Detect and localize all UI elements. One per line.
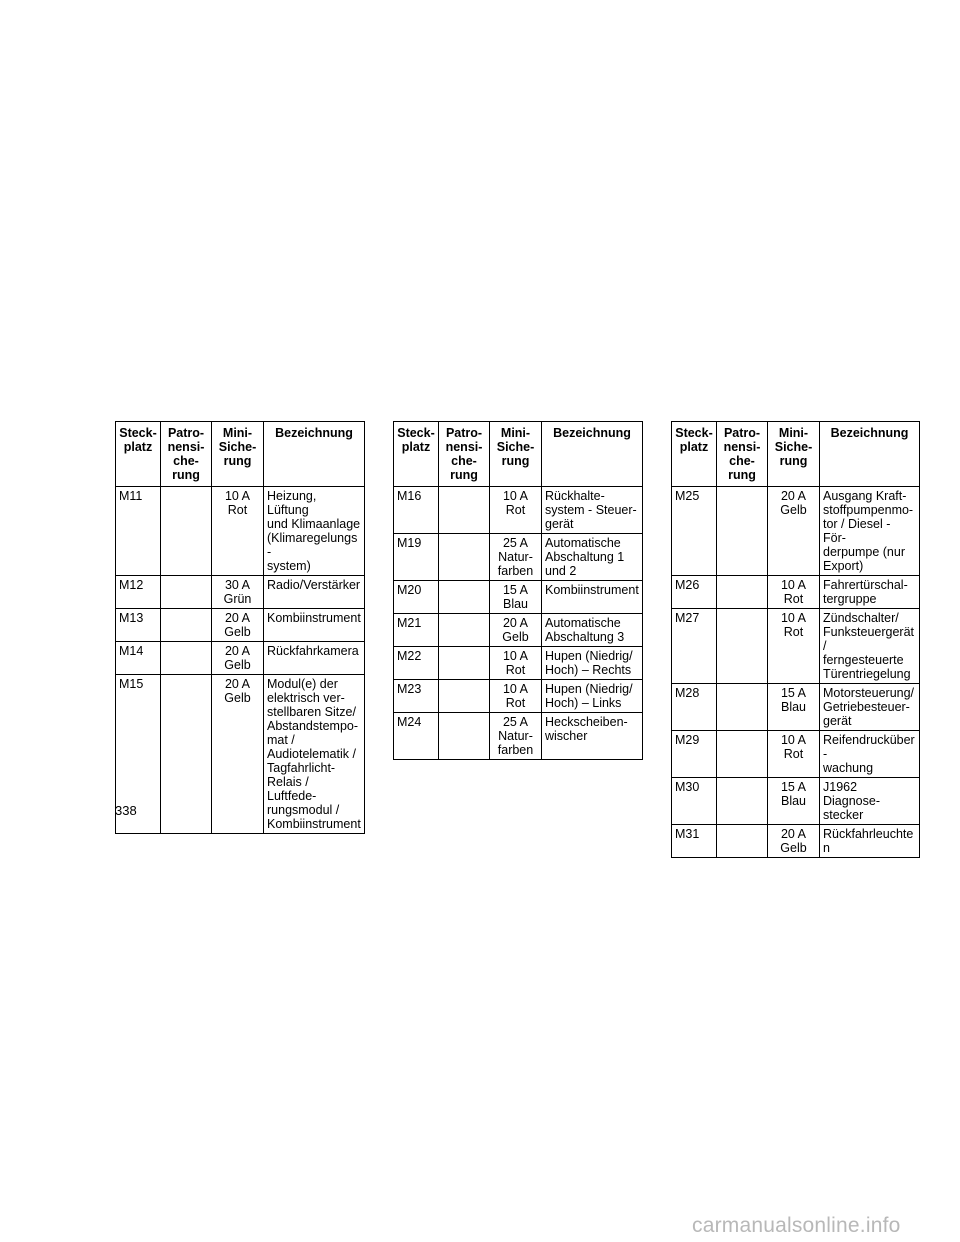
header-slot: Steck- platz — [394, 422, 439, 487]
header-description: Bezeichnung — [264, 422, 365, 487]
cell-mini-fuse: 10 A Rot — [212, 487, 264, 576]
cell-description: Zündschalter/ Funksteuergerät/ ferngesteuerte Türentriegelung — [820, 609, 920, 684]
cell-slot: M19 — [394, 534, 439, 581]
table-row — [672, 576, 920, 609]
cell-cartridge-fuse — [439, 647, 490, 680]
fuse-table-2 — [393, 421, 643, 760]
cell-slot: M23 — [394, 680, 439, 713]
cell-description: Modul(e) der elektrisch ver- stellbaren Sitze/ Abstandstempo- mat / Audiotelematik / Tagfahrlicht- Relais / Luftfede- rungsmodul / Kombiinstrument — [264, 675, 365, 834]
cell-description: Automatische Abschaltung 1 und 2 — [542, 534, 643, 581]
cell-slot: M25 — [672, 487, 717, 576]
cell-mini-fuse: 10 A Rot — [768, 576, 820, 609]
cell-description: Rückfahrleuchten — [820, 825, 920, 858]
cell-slot: M20 — [394, 581, 439, 614]
cell-description: J1962 Diagnose- stecker — [820, 778, 920, 825]
cell-description: Heckscheiben- wischer — [542, 713, 643, 760]
table-row — [116, 576, 365, 609]
cell-slot: M27 — [672, 609, 717, 684]
table-row — [116, 675, 365, 834]
cell-mini-fuse: 20 A Gelb — [212, 642, 264, 675]
cell-description: Kombiinstrument — [264, 609, 365, 642]
cell-cartridge-fuse — [439, 487, 490, 534]
cell-mini-fuse: 25 A Natur- farben — [490, 534, 542, 581]
cell-cartridge-fuse — [717, 778, 768, 825]
cell-cartridge-fuse — [161, 487, 212, 576]
cell-slot: M13 — [116, 609, 161, 642]
table-row — [394, 713, 643, 760]
cell-mini-fuse: 15 A Blau — [768, 684, 820, 731]
table-row — [672, 609, 920, 684]
cell-mini-fuse: 20 A Gelb — [768, 487, 820, 576]
cell-mini-fuse: 20 A Gelb — [212, 675, 264, 834]
cell-slot: M31 — [672, 825, 717, 858]
table-row — [394, 647, 643, 680]
table-row — [394, 487, 643, 534]
cell-mini-fuse: 10 A Rot — [490, 647, 542, 680]
cell-cartridge-fuse — [161, 642, 212, 675]
watermark: carmanualsonline.info — [692, 1214, 901, 1237]
cell-description: Ausgang Kraft- stoffpumpenmo- tor / Diesel - För- derpumpe (nur Export) — [820, 487, 920, 576]
cell-mini-fuse: 20 A Gelb — [490, 614, 542, 647]
fuse-table-3 — [671, 421, 920, 858]
page-number: 338 — [115, 803, 137, 818]
cell-cartridge-fuse — [161, 576, 212, 609]
table-row — [672, 778, 920, 825]
cell-mini-fuse: 15 A Blau — [768, 778, 820, 825]
cell-description: Kombiinstrument — [542, 581, 643, 614]
table-row — [672, 825, 920, 858]
table-row — [394, 680, 643, 713]
cell-mini-fuse: 20 A Gelb — [768, 825, 820, 858]
cell-description: Hupen (Niedrig/ Hoch) – Rechts — [542, 647, 643, 680]
cell-slot: M24 — [394, 713, 439, 760]
cell-slot: M30 — [672, 778, 717, 825]
cell-description: Rückhalte- system - Steuer- gerät — [542, 487, 643, 534]
cell-cartridge-fuse — [717, 684, 768, 731]
cell-description: Radio/Verstärker — [264, 576, 365, 609]
header-description: Bezeichnung — [542, 422, 643, 487]
cell-cartridge-fuse — [439, 581, 490, 614]
cell-cartridge-fuse — [717, 609, 768, 684]
cell-cartridge-fuse — [717, 576, 768, 609]
cell-cartridge-fuse — [161, 675, 212, 834]
table-header-row — [116, 422, 365, 487]
cell-mini-fuse: 30 A Grün — [212, 576, 264, 609]
cell-description: Hupen (Niedrig/ Hoch) – Links — [542, 680, 643, 713]
cell-slot: M16 — [394, 487, 439, 534]
header-mini-fuse: Mini- Siche- rung — [212, 422, 264, 487]
cell-slot: M14 — [116, 642, 161, 675]
cell-description: Rückfahrkamera — [264, 642, 365, 675]
cell-cartridge-fuse — [439, 713, 490, 760]
header-slot: Steck- platz — [116, 422, 161, 487]
cell-description: Automatische Abschaltung 3 — [542, 614, 643, 647]
cell-slot: M26 — [672, 576, 717, 609]
cell-slot: M29 — [672, 731, 717, 778]
cell-slot: M12 — [116, 576, 161, 609]
table-header-row — [394, 422, 643, 487]
table-row — [116, 487, 365, 576]
cell-mini-fuse: 10 A Rot — [768, 731, 820, 778]
table-row — [116, 642, 365, 675]
cell-slot: M11 — [116, 487, 161, 576]
table-row — [672, 487, 920, 576]
cell-mini-fuse: 10 A Rot — [768, 609, 820, 684]
table-row — [672, 731, 920, 778]
fuse-table-1 — [115, 421, 365, 834]
cell-mini-fuse: 15 A Blau — [490, 581, 542, 614]
cell-description: Heizung, Lüftung und Klimaanlage (Klimaregelungs- system) — [264, 487, 365, 576]
cell-slot: M21 — [394, 614, 439, 647]
table-row — [394, 581, 643, 614]
cell-mini-fuse: 10 A Rot — [490, 487, 542, 534]
cell-mini-fuse: 25 A Natur- farben — [490, 713, 542, 760]
header-cartridge-fuse: Patro- nensi- che- rung — [161, 422, 212, 487]
cell-cartridge-fuse — [439, 534, 490, 581]
cell-mini-fuse: 20 A Gelb — [212, 609, 264, 642]
header-mini-fuse: Mini- Siche- rung — [490, 422, 542, 487]
cell-description: Motorsteuerung/ Getriebesteuer- gerät — [820, 684, 920, 731]
table-row — [672, 684, 920, 731]
cell-slot: M15 — [116, 675, 161, 834]
cell-slot: M28 — [672, 684, 717, 731]
cell-cartridge-fuse — [161, 609, 212, 642]
header-cartridge-fuse: Patro- nensi- che- rung — [717, 422, 768, 487]
table-row — [394, 614, 643, 647]
cell-cartridge-fuse — [717, 825, 768, 858]
cell-description: Fahrertürschal- tergruppe — [820, 576, 920, 609]
header-cartridge-fuse: Patro- nensi- che- rung — [439, 422, 490, 487]
cell-description: Reifendrucküber- wachung — [820, 731, 920, 778]
cell-mini-fuse: 10 A Rot — [490, 680, 542, 713]
cell-slot: M22 — [394, 647, 439, 680]
header-slot: Steck- platz — [672, 422, 717, 487]
table-row — [394, 534, 643, 581]
cell-cartridge-fuse — [439, 680, 490, 713]
cell-cartridge-fuse — [717, 731, 768, 778]
table-header-row — [672, 422, 920, 487]
cell-cartridge-fuse — [717, 487, 768, 576]
header-mini-fuse: Mini- Siche- rung — [768, 422, 820, 487]
cell-cartridge-fuse — [439, 614, 490, 647]
table-row — [116, 609, 365, 642]
header-description: Bezeichnung — [820, 422, 920, 487]
